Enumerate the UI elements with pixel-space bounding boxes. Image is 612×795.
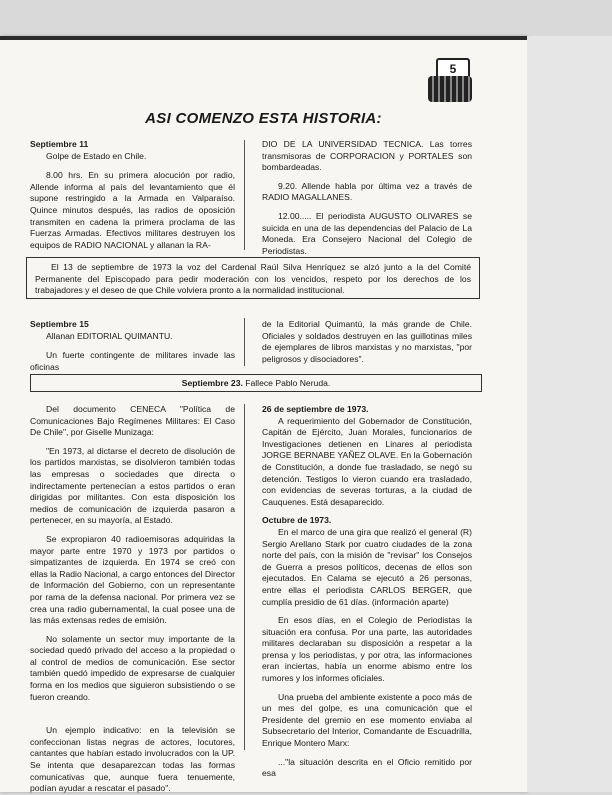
paragraph: 12.00..... El periodista AUGUSTO OLIVARES se suicida en una de las dependencias del Palacio de La Moneda. Era Consejero Nacional del Colegio de Periodistas.: [262, 210, 472, 256]
page-number: 5: [436, 58, 470, 78]
date-heading: Septiembre 15: [30, 319, 89, 329]
top-left-column: [30, 139, 235, 251]
column-divider: [244, 140, 245, 250]
column-divider: [244, 318, 245, 366]
paragraph: DIO DE LA UNIVERSIDAD TECNICA. Las torres transmisoras de CORPORACION y PORTALES son bombardeadas.: [262, 139, 472, 173]
banner-date: Septiembre 23.: [181, 378, 243, 388]
paragraph: de la Editorial Quimantú, la más grande de Chile. Oficiales y soldados destruyen en las guillotinas miles de ejemplares de libros marxistas y no marxistas, "por peligrosos y disociadores".: [262, 319, 472, 364]
paragraph: A requerimiento del Gobernador de Constitución, Capitán de Ejército, Juan Morales, funcionarios de Investigaciones detienen en Linares al periodista JORGE BERNABE YAÑEZ OLAVE. En la Gobernación de Constitución, a donde fue trasladado, se negó su detención. Testigos lo vieron cuando era trasladado, con evidencias de severas torturas, a la ciudad de Cauquenes. Está desaparecido.: [262, 415, 472, 507]
paragraph: 8.00 hrs. En su primera alocución por radio, Allende informa al país del levantamiento que él supone restringido a la Armada en Valparaíso. Quince minutos después, las radios de oposición transmiten en cadena la primera proclama de las Fuerzas Armadas. Efectivos militares destruyen los equipos de RADIO NACIONAL y allanan la RA-: [30, 170, 235, 250]
subheading: Allanan EDITORIAL QUIMANTU.: [46, 330, 173, 341]
paragraph: ..."la situación descrita en el Oficio remitido por esa: [262, 756, 472, 779]
paragraph: Se expropiaron 40 radioemisoras adquiridas la mayor parte entre 1970 y 1973 por partidos o simpatizantes de izquierda. En 1974 se creó con ellas la Radio Nacional, a cargo entonces del Director de Información del Gobierno, con un representante por rama de la defensa nacional. Por primera vez se crea una radio gubernamental, la cual posee una de las más extensas redes de emisión.: [30, 533, 235, 626]
scan-margin: [527, 36, 612, 792]
subheading: Golpe de Estado en Chile.: [46, 150, 147, 161]
column-divider: [244, 404, 245, 750]
date-heading: 26 de septiembre de 1973.: [262, 404, 369, 414]
top-rule: [0, 36, 527, 40]
top-right-column: [262, 139, 472, 257]
date-heading: Septiembre 11: [30, 139, 89, 149]
date-heading: Octubre de 1973.: [262, 515, 332, 526]
paragraph: Un fuerte contingente de militares invade las oficinas: [30, 350, 235, 372]
paragraph: No solamente un sector muy importante de la sociedad quedó privado del acceso a la propiedad o al control de medios de comunicación. Ese sector también quedó impedido de expresarse de cualquier forma en los medios que siguieron subsistiendo o se fueron creando.: [30, 633, 235, 702]
quote-box: [26, 257, 480, 299]
page-title: ASI COMENZO ESTA HISTORIA:: [145, 110, 382, 127]
typewriter-icon: [428, 76, 472, 102]
mid-right-column: [262, 319, 472, 365]
banner: [30, 374, 482, 392]
mid-left-column: [30, 319, 235, 373]
box-text: El 13 de septiembre de 1973 la voz del Cardenal Raúl Silva Henríquez se alzó junto a la del Comité Permanente del Episcopado para pedir moderación con los vencidos, respeto por los derechos de los trabajadores y el deseo de que Chile volviera pronto a la normalidad institucional.: [35, 262, 471, 296]
banner-text: Fallece Pablo Neruda.: [242, 378, 331, 388]
bottom-left-column: [30, 404, 235, 795]
paragraph: Del documento CENECA "Política de Comunicaciones Bajo Regímenes Militares: El Caso De Chile", por Giselle Munizaga:: [30, 404, 235, 438]
paragraph: En esos días, en el Colegio de Periodistas la situación era confusa. Por una parte, las autoridades militares declaraban su disposición a respetar a la prensa y los periodistas, y por otra, las informaciones eran inciertas, había un enorme abismo entre los rumores y los informes oficiales.: [262, 615, 472, 684]
paragraph: 9.20. Allende habla por última vez a través de RADIO MAGALLANES.: [262, 180, 472, 203]
paragraph: "En 1973, al dictarse el decreto de disolución de los partidos marxistas, se disolvieron también todas las empresas o sociedades que directa o indirectamente pertenecían a estos partidos o eran dirigidas por militantes. Con esta disposición los medios de comunicación de izquierda pasaron a pertenecer, en su mayoría, al Estado.: [30, 445, 235, 526]
paragraph: Una prueba del ambiente existente a poco más de un mes del golpe, es una comunicación que el Presidente del gremio en ese momento enviaba al Subsecretario del Interior, Comandante de Escuadrilla, Enrique Montero Marx:: [262, 691, 472, 749]
bottom-right-column: [262, 404, 472, 780]
paragraph: En el marco de una gira que realizó el general (R) Sergio Arellano Stark por cuatro ciudades de la zona norte del país, con la misión de "revisar" los Consejos de Guerra a presos políticos, decenas de ellos son ejecutados. En Calama se ejecutó a 26 personas, entre ellas el periodista CARLOS BERGER, que cumplía presidio de 61 días. (información aparte): [262, 526, 472, 607]
page-number-badge: [428, 58, 472, 104]
paragraph: Un ejemplo indicativo: en la televisión se confeccionan listas negras de actores, locutores, cantantes que habían estado involucrados con la UP. Se intenta que desaparezcan todas las formas comunicativas que, aunque fuera tenuemente, podían ayudar a rescatar el pasado".: [30, 725, 235, 794]
